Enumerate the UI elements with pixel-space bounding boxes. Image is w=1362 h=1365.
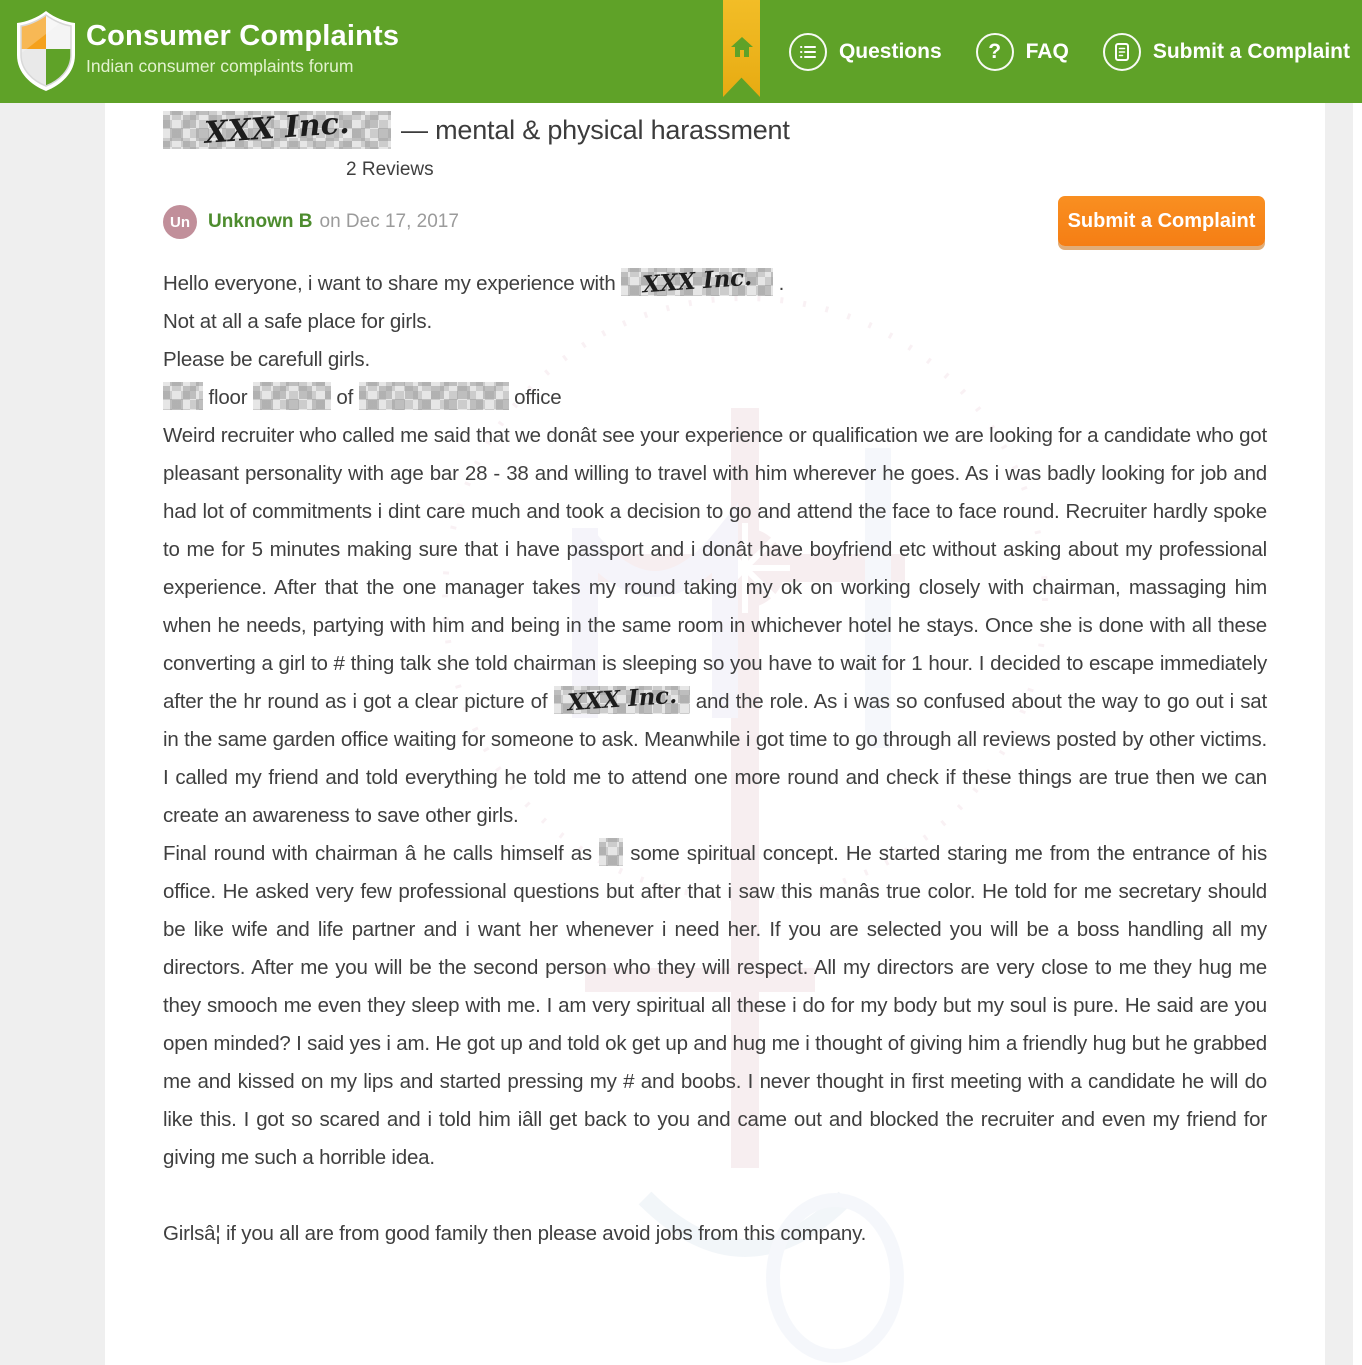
body-text: Not at all a safe place for girls. bbox=[163, 310, 432, 333]
nav-item-faq[interactable] bbox=[976, 33, 1069, 71]
brand-title: Consumer Complaints bbox=[86, 20, 400, 52]
complaint-title-row bbox=[163, 105, 1325, 151]
body-spacer bbox=[163, 1177, 1267, 1215]
nav-label-submit-complaint: Submit a Complaint bbox=[1152, 39, 1350, 63]
site-header bbox=[0, 0, 1362, 103]
nav-label-questions: Questions bbox=[838, 39, 942, 63]
brand-block bbox=[86, 20, 399, 77]
post-date: on Dec 17, 2017 bbox=[319, 211, 459, 232]
censored-text bbox=[163, 382, 203, 410]
body-text: Please be carefull girls. bbox=[163, 348, 370, 371]
censored-text bbox=[599, 838, 623, 866]
body-block bbox=[163, 379, 1267, 417]
page-title: — mental & physical harassment bbox=[401, 114, 790, 145]
reviews-count: 2 Reviews bbox=[346, 159, 434, 180]
nav-item-submit-complaint[interactable] bbox=[1103, 33, 1350, 71]
question-circle-icon: ? bbox=[976, 33, 1014, 71]
body-block bbox=[163, 303, 1267, 341]
author-name-link[interactable]: Unknown B bbox=[208, 211, 313, 232]
avatar: Un bbox=[163, 205, 197, 239]
page-scroll-rail[interactable] bbox=[1325, 103, 1353, 1365]
nav-label-faq: FAQ bbox=[1025, 39, 1069, 63]
submit-complaint-button[interactable]: Submit a Complaint bbox=[1058, 196, 1265, 246]
censored-text bbox=[554, 681, 690, 717]
censored-text bbox=[621, 263, 773, 299]
body-text: some spiritual concept. He started staring me from the entrance of his office. He asked very few professional questions but after that i saw this manâs true color. He told for me secretary should be like wife and life partner and i want her whenever i need her. If you are selected you will be a boss handling all my directors. After me you will be the second person who they will respect. All my directors are very close to me they hug me they smooch me even they sleep with me. I am very spiritual all these i do for my body but my soul is pure. He said are you open minded? I said yes i am. He got up and told ok get up and hug me i thought of giving him a friendly hug but he grabbed me and kissed on my lips and started pressing my # and boobs. I never thought in first meeting with a candidate he will do like this. I got so scared and i told him iâll get back to you and came out and blocked the recruiter and even my friend for giving me such a horrible idea. bbox=[163, 842, 1267, 1169]
censored-overlay-label: XXX Inc. bbox=[203, 105, 351, 151]
list-circle-icon bbox=[789, 33, 827, 71]
body-block bbox=[163, 417, 1267, 835]
shield-logo-icon[interactable] bbox=[14, 9, 78, 93]
body-block bbox=[163, 1215, 1267, 1253]
document-circle-icon bbox=[1103, 33, 1141, 71]
censored-text bbox=[359, 382, 509, 410]
body-text: floor bbox=[203, 386, 253, 409]
censored-text bbox=[253, 382, 331, 410]
complaint-card bbox=[105, 103, 1325, 1365]
body-text: Girlsâ¦ if you all are from good family then please avoid jobs from this company. bbox=[163, 1222, 867, 1245]
body-text: Final round with chairman â he calls himself as bbox=[163, 842, 600, 865]
home-ribbon[interactable] bbox=[723, 0, 760, 97]
home-icon bbox=[730, 36, 754, 58]
body-text: office bbox=[508, 386, 562, 409]
body-text: . bbox=[773, 272, 785, 295]
censored-overlay-label: XXX Inc. bbox=[566, 681, 678, 717]
body-block bbox=[163, 341, 1267, 379]
page-background-left bbox=[0, 103, 105, 1365]
body-text: Weird recruiter who called me said that we donât see your experience or qualification we are looking for a candidate who got pleasant personality with age bar 28 - 38 and willing to travel with him wherever he goes. As i was badly looking for job and had lot of commitments i dint care much and took a decision to go and attend the face to face round. Recruiter hardly spoke to me for 5 minutes making sure that i have passport and i donât have boyfriend etc without asking about my professional experience. After that the one manager takes my round taking my ok on working closely with chairman, massaging him when he needs, partying with him and being in the same room in whichever hotel he stays. Once she is done with all these converting a girl to # thing talk she told chairman is sleeping so you have to wait for 1 hour. I decided to escape immediately after the hr round as i got a clear picture of bbox=[163, 424, 1267, 713]
censored-overlay-label: XXX Inc. bbox=[641, 263, 753, 299]
body-block bbox=[163, 265, 1267, 303]
brand-subtitle: Indian consumer complaints forum bbox=[86, 56, 354, 76]
censored-company-name bbox=[163, 105, 391, 151]
body-text: of bbox=[330, 386, 359, 409]
complaint-body bbox=[163, 265, 1267, 1253]
body-block bbox=[163, 835, 1267, 1177]
header-nav bbox=[789, 0, 1350, 103]
nav-item-questions[interactable] bbox=[789, 33, 942, 71]
body-text: and the role. As i was so confused about the way to go out i sat in the same garden office waiting for someone to ask. Meanwhile i got time to go through all reviews posted by other victims. I called my friend and told everything he told me to attend one more round and check if these things are true then we can create an awareness to save other girls. bbox=[163, 690, 1267, 827]
body-text: Hello everyone, i want to share my experience with bbox=[163, 272, 622, 295]
